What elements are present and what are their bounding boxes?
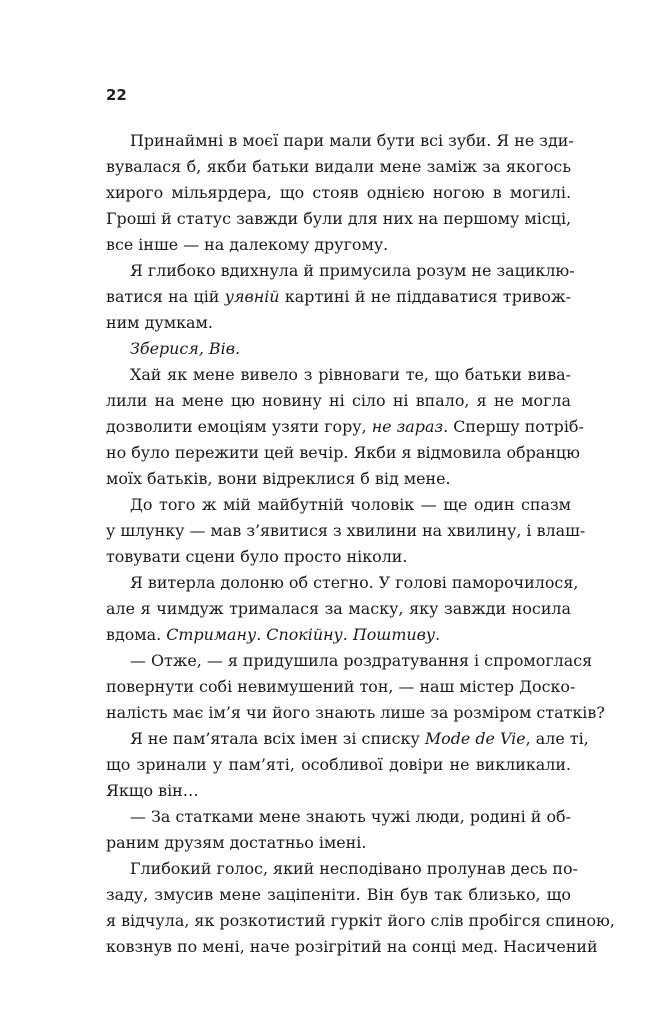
text-segment: Я глибоко вдихнула й примусила розум не зациклю- (130, 261, 575, 280)
text-segment: Якщо він… (106, 781, 199, 800)
text-line (106, 622, 571, 648)
text-line (106, 414, 584, 440)
text-segment: Гроші й статус завжди були для них на першому місці, (106, 209, 572, 228)
text-line (106, 726, 589, 752)
text-line (106, 830, 571, 856)
text-segment: Хай як мене вивело з рівноваги те, що батьки вива- (130, 365, 571, 384)
text-line (106, 908, 615, 934)
text-line (106, 440, 580, 466)
text-line (106, 544, 571, 570)
text-line (106, 128, 574, 154)
italic-text: не зараз (371, 417, 444, 436)
text-segment: дозволити емоціям узяти гору, (106, 417, 372, 436)
text-segment: у шлунку — мав з’явитися з хвилини на хвилину, і влаш- (106, 521, 586, 540)
text-segment: , але ті, (525, 729, 589, 748)
text-line (106, 336, 571, 362)
italic-text: уявній (224, 287, 280, 306)
text-line (106, 934, 598, 960)
text-segment: повернути собі невимушений тон, — наш містер Доско- (106, 677, 576, 696)
text-segment: все інше — на далекому другому. (106, 235, 389, 254)
text-line (106, 388, 571, 414)
text-segment: заду, змусив мене заціпеніти. Він був так близько, що (106, 885, 571, 904)
text-segment: Я витерла долоню об стегно. У голові паморочилося, (130, 573, 579, 592)
text-segment: але я чимдуж трималася за маску, яку завжди носила (106, 599, 571, 618)
text-line (106, 570, 579, 596)
text-line (106, 154, 571, 180)
text-line (106, 674, 576, 700)
text-line (106, 700, 605, 726)
text-segment: ним думкам. (106, 313, 213, 332)
text-segment: Принаймні в моєї пари мали бути всі зуби. Я не зди- (130, 131, 574, 150)
text-line (106, 648, 593, 674)
text-line (106, 882, 571, 908)
text-line (106, 232, 571, 258)
text-line (106, 180, 571, 206)
text-segment: До того ж мій майбутній чоловік — ще один спазм (130, 495, 571, 514)
text-segment: моїх батьків, вони відреклися б від мене. (106, 469, 451, 488)
text-line (106, 804, 571, 830)
text-line (106, 310, 571, 336)
text-segment: товувати сцени було просто ніколи. (106, 547, 408, 566)
text-segment: що зринали у пам’яті, особливої довіри не викликали. (106, 755, 571, 774)
text-line (106, 492, 571, 518)
text-segment: но було пережити цей вечір. Якби я відмовила обранцю (106, 443, 580, 462)
text-segment: лили на мене цю новину ні сіло ні впало, я не могла (106, 391, 571, 410)
text-line (106, 466, 571, 492)
text-segment: Глибокий голос, який несподівано пролунав десь по- (130, 859, 578, 878)
page-number: 22 (106, 86, 127, 104)
text-line (106, 284, 571, 310)
text-segment: . Спершу потріб- (443, 417, 584, 436)
text-segment: я відчула, як розкотистий гуркіт його слів пробігся спиною, (106, 911, 615, 930)
body-text (106, 128, 615, 960)
text-segment: — За статками мене знають чужі люди, родині й об- (130, 807, 571, 826)
text-line (106, 206, 571, 232)
italic-text: Mode de Vie (424, 729, 526, 748)
text-segment: налість має ім’я чи його знають лише за розміром статків? (106, 703, 605, 722)
text-segment: вувалася б, якби батьки видали мене заміж за якогось (106, 157, 571, 176)
text-segment: Я не пам’ятала всіх імен зі списку (130, 729, 425, 748)
text-segment: — Отже, — я придушила роздратування і спромоглася (130, 651, 593, 670)
text-segment: раним друзям достатньо імені. (106, 833, 367, 852)
text-line (106, 856, 578, 882)
text-segment: ковзнув по мені, наче розігрітий на сонці мед. Насичений (106, 937, 598, 956)
text-line (106, 362, 571, 388)
text-segment: картині й не піддаватися тривож- (279, 287, 571, 306)
text-segment: вдома. (106, 625, 167, 644)
text-line (106, 258, 575, 284)
text-segment: хирого мільярдера, що стояв однією ногою в могилі. (106, 183, 571, 202)
text-line (106, 778, 571, 804)
italic-text: Стриману. Спокійну. Поштиву. (166, 625, 441, 644)
text-line (106, 752, 571, 778)
italic-text: Зберися, Вів. (130, 339, 240, 358)
text-line (106, 518, 586, 544)
text-segment: ватися на цій (106, 287, 225, 306)
text-line (106, 596, 571, 622)
